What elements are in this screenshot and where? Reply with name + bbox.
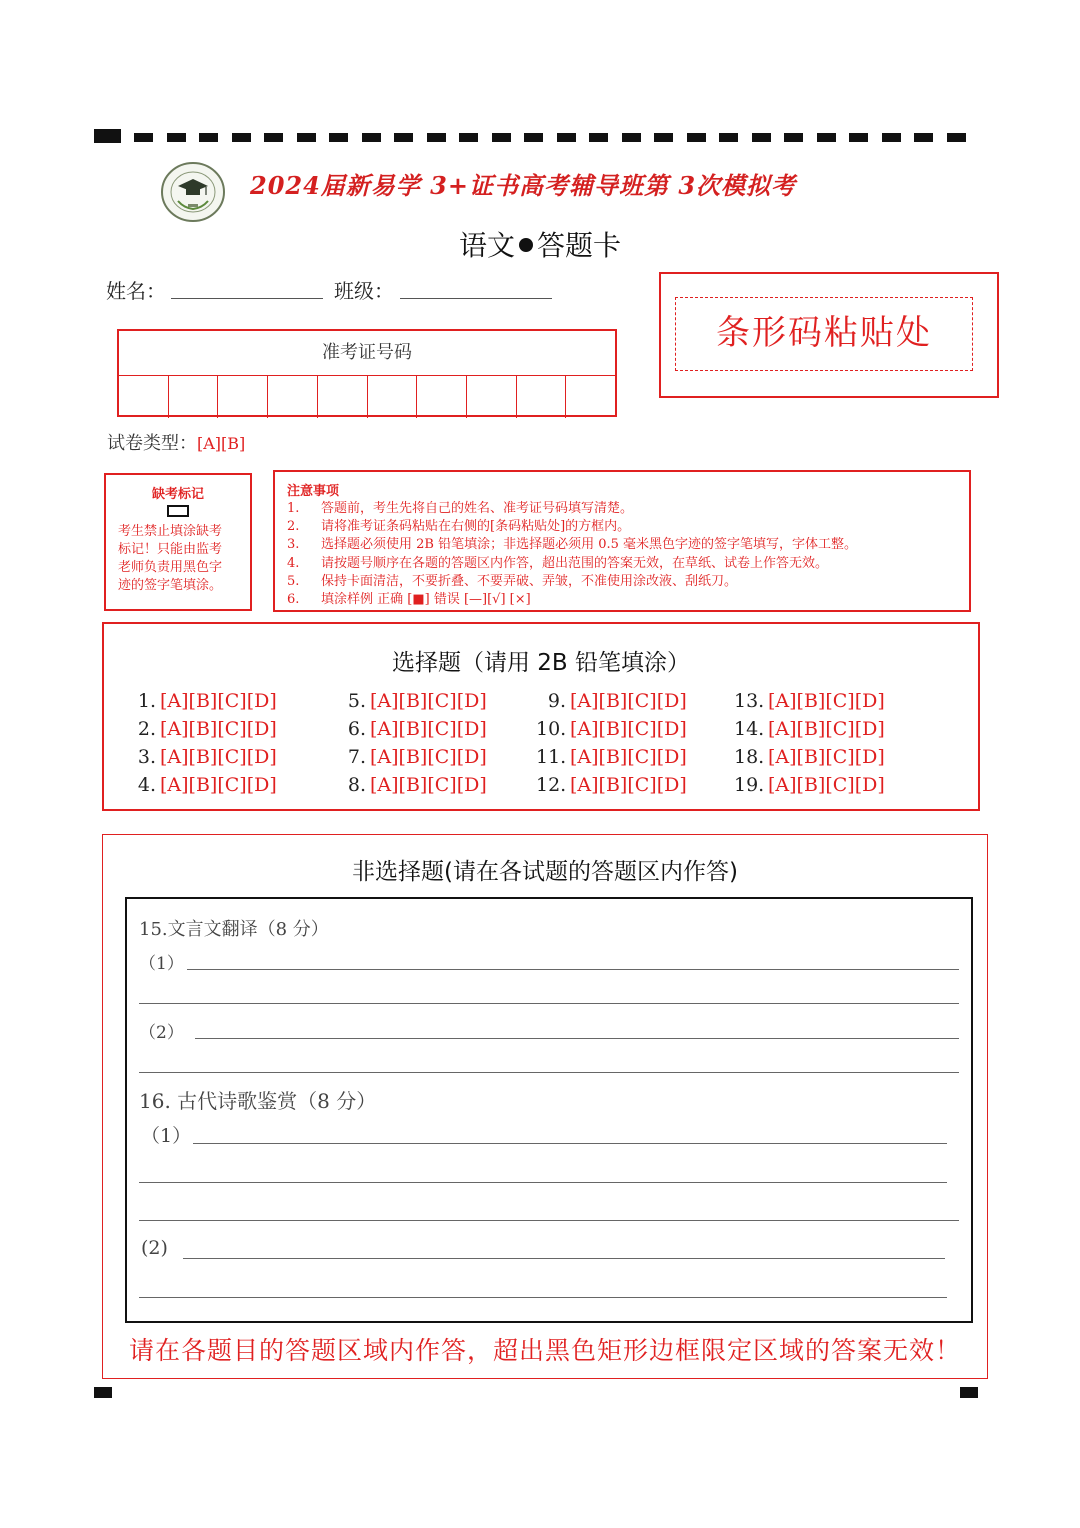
- notice-item-text: 请将准考证条码粘贴在右侧的[条码粘贴处]的方框内。: [321, 519, 631, 535]
- notice-item: [287, 591, 957, 609]
- notice-item-number: 4.: [287, 555, 300, 571]
- notice-item: [287, 536, 957, 554]
- choice-question-number: 19.: [734, 774, 765, 796]
- choice-question-number: 7.: [347, 746, 366, 768]
- timing-mark: [947, 133, 966, 142]
- choice-options[interactable]: [A][B][C][D]: [370, 746, 487, 768]
- absent-instruction-line: 迹的签字笔填涂。: [118, 578, 223, 593]
- answer-area[interactable]: [125, 897, 973, 1323]
- notice-item-number: 3.: [287, 537, 300, 553]
- exam-number-cell[interactable]: [368, 376, 418, 418]
- choice-question-number: 1.: [137, 690, 156, 712]
- timing-mark: [329, 133, 348, 142]
- exam-number-cell[interactable]: [268, 376, 318, 418]
- nonchoice-title: 非选择题(请在各试题的答题区内作答): [352, 859, 738, 885]
- timing-mark: [459, 133, 478, 142]
- choice-options[interactable]: [A][B][C][D]: [768, 746, 885, 768]
- choice-question-number: 8.: [347, 774, 366, 796]
- paper-type-label: 试卷类型：: [107, 433, 197, 454]
- choice-options[interactable]: [A][B][C][D]: [768, 774, 885, 796]
- timing-mark: [492, 133, 511, 142]
- choice-question-number: 6.: [347, 718, 366, 740]
- card-label: 答题卡: [537, 229, 622, 262]
- q16-line-5[interactable]: [139, 1297, 947, 1298]
- choice-options[interactable]: [A][B][C][D]: [160, 774, 277, 796]
- choice-question-number: 11.: [536, 746, 567, 768]
- choice-question-number: 5.: [347, 690, 366, 712]
- choice-question: [536, 774, 687, 796]
- exam-number-cell[interactable]: [169, 376, 219, 418]
- card-subtitle: [0, 224, 1080, 264]
- timing-mark: [232, 133, 251, 142]
- choice-options[interactable]: [A][B][C][D]: [570, 690, 687, 712]
- timing-mark: [914, 133, 933, 142]
- notice-item-text: 保持卡面清洁，不要折叠、不要弄破、弄皱，不准使用涂改液、刮纸刀。: [321, 573, 738, 589]
- choice-question: [734, 746, 885, 768]
- name-field[interactable]: [171, 276, 323, 299]
- timing-mark: [849, 133, 868, 142]
- notice-item-text: 填涂样例 正确 [■] 错误 [—][√] [×]: [321, 592, 531, 608]
- exam-number-cell[interactable]: [218, 376, 268, 418]
- notice-item: [287, 518, 957, 536]
- timing-mark: [394, 133, 413, 142]
- choice-question-number: 9.: [547, 690, 566, 712]
- timing-mark: [427, 133, 446, 142]
- choice-question: [136, 690, 277, 712]
- bullet-dot: [519, 238, 533, 252]
- choice-options[interactable]: [A][B][C][D]: [370, 718, 487, 740]
- choice-question: [136, 718, 277, 740]
- exam-number-cell[interactable]: [517, 376, 567, 418]
- q16-sub1-label: （1）: [141, 1125, 192, 1147]
- exam-number-box: [117, 329, 617, 417]
- choice-question: [346, 746, 487, 768]
- exam-number-cell[interactable]: [566, 376, 615, 418]
- timing-mark: [622, 133, 641, 142]
- timing-mark: [134, 133, 153, 142]
- choice-options[interactable]: [A][B][C][D]: [370, 690, 487, 712]
- q15-sub1-line[interactable]: [187, 969, 959, 970]
- timing-mark: [264, 133, 283, 142]
- subject-label: 语文: [458, 229, 515, 262]
- notice-item-number: 6.: [287, 592, 300, 608]
- q16-title: 16. 古代诗歌鉴赏（8 分）: [139, 1089, 377, 1113]
- timing-mark: [784, 133, 803, 142]
- q15-sub2-label: （2）: [139, 1023, 184, 1043]
- absent-instructions: [118, 523, 238, 595]
- notice-list: [287, 500, 957, 609]
- boundary-warning: 请在各题目的答题区域内作答，超出黑色矩形边框限定区域的答案无效！: [128, 1336, 961, 1365]
- exam-title: 2024届新易学 3+证书高考辅导班第 3次模拟考: [250, 171, 797, 200]
- paper-type-options[interactable]: [A][B]: [197, 434, 246, 453]
- q15-line-4[interactable]: [139, 1072, 959, 1073]
- notice-item-number: 2.: [287, 519, 300, 535]
- choice-options[interactable]: [A][B][C][D]: [768, 690, 885, 712]
- notice-item-number: 5.: [287, 573, 300, 589]
- timing-mark: [362, 133, 381, 142]
- choice-question-number: 3.: [137, 746, 156, 768]
- choice-options[interactable]: [A][B][C][D]: [570, 718, 687, 740]
- q15-sub1-label: （1）: [139, 954, 184, 974]
- school-logo: [160, 161, 226, 223]
- exam-number-cells: [119, 376, 615, 418]
- exam-number-cell[interactable]: [467, 376, 517, 418]
- notice-item-text: 答题前，考生先将自己的姓名、准考证号码填写清楚。: [321, 501, 634, 516]
- choice-question-number: 10.: [536, 718, 567, 740]
- class-label: 班级：: [334, 279, 394, 303]
- choice-question: [536, 690, 687, 712]
- notice-item: [287, 555, 957, 573]
- absent-mark-box: [104, 473, 252, 611]
- q16-sub2-label: (2): [141, 1237, 168, 1259]
- absent-title: 缺考标记: [151, 487, 204, 502]
- choice-question: [136, 746, 277, 768]
- q16-line-2[interactable]: [139, 1182, 947, 1183]
- choice-question: [734, 690, 885, 712]
- notice-box: [273, 470, 971, 612]
- choice-question: [734, 718, 885, 740]
- name-label: 姓名：: [106, 279, 166, 303]
- choice-options[interactable]: [A][B][C][D]: [160, 718, 277, 740]
- choice-question-number: 18.: [734, 746, 765, 768]
- timing-mark: [589, 133, 608, 142]
- choice-title: 选择题（请用 2B 铅笔填涂）: [391, 650, 691, 676]
- choice-question: [536, 718, 687, 740]
- barcode-label: 条形码粘贴处: [675, 297, 973, 371]
- class-field[interactable]: [400, 276, 552, 299]
- q16-sub2-line[interactable]: [183, 1258, 945, 1259]
- q15-title: 15.文言文翻译（8 分）: [139, 919, 329, 940]
- timing-mark: [687, 133, 706, 142]
- absent-instruction-line: 老师负责用黑色字: [118, 560, 223, 575]
- timing-mark: [557, 133, 576, 142]
- choice-question-number: 12.: [536, 774, 567, 796]
- choice-section: [102, 622, 980, 811]
- notice-item: [287, 500, 957, 518]
- choice-question: [536, 746, 687, 768]
- choice-question: [136, 774, 277, 796]
- nonchoice-section: [102, 834, 988, 1379]
- choice-options[interactable]: [A][B][C][D]: [768, 718, 885, 740]
- choice-question-number: 2.: [137, 718, 156, 740]
- absent-fill-box[interactable]: [167, 505, 189, 517]
- choice-question: [346, 718, 487, 740]
- exam-number-cell[interactable]: [318, 376, 368, 418]
- exam-number-label: 准考证号码: [119, 331, 615, 376]
- choice-question-number: 4.: [137, 774, 156, 796]
- notice-item-text: 请按题号顺序在各题的答题区内作答，超出范围的答案无效，在草纸、试卷上作答无效。: [321, 555, 829, 571]
- notice-title: 注意事项: [287, 484, 340, 499]
- notice-item-number: 1.: [287, 501, 300, 516]
- choice-question-number: 13.: [734, 690, 765, 712]
- timing-mark-bottom-left: [94, 1387, 112, 1398]
- timing-mark: [167, 133, 186, 142]
- timing-mark: [654, 133, 673, 142]
- choice-question-number: 14.: [734, 718, 765, 740]
- choice-options[interactable]: [A][B][C][D]: [160, 690, 277, 712]
- q16-sub1-line[interactable]: [193, 1143, 947, 1144]
- q15-line-2[interactable]: [139, 1003, 959, 1004]
- q15-sub2-line[interactable]: [195, 1038, 959, 1039]
- timing-mark: [752, 133, 771, 142]
- choice-question: [734, 774, 885, 796]
- timing-mark: [882, 133, 901, 142]
- absent-instruction-line: 考生禁止填涂缺考: [118, 524, 223, 539]
- notice-item: [287, 573, 957, 591]
- timing-mark-bottom-right: [960, 1387, 978, 1398]
- choice-options[interactable]: [A][B][C][D]: [160, 746, 277, 768]
- paper-type: [107, 429, 245, 455]
- notice-item-text: 选择题必须使用 2B 铅笔填涂；非选择题必须用 0.5 毫米黑色字迹的签字笔填写，字体工整。: [321, 537, 858, 553]
- timing-mark: [524, 133, 543, 142]
- timing-mark: [199, 133, 218, 142]
- choice-options[interactable]: [A][B][C][D]: [570, 746, 687, 768]
- absent-instruction-line: 标记！只能由监考: [118, 542, 223, 557]
- exam-number-cell[interactable]: [119, 376, 169, 418]
- choice-options[interactable]: [A][B][C][D]: [370, 774, 487, 796]
- q16-line-3[interactable]: [139, 1220, 959, 1221]
- timing-mark: [719, 133, 738, 142]
- timing-mark: [94, 129, 121, 143]
- choice-question: [346, 774, 487, 796]
- choice-question: [346, 690, 487, 712]
- timing-mark: [297, 133, 316, 142]
- choice-options[interactable]: [A][B][C][D]: [570, 774, 687, 796]
- timing-mark: [817, 133, 836, 142]
- exam-number-cell[interactable]: [417, 376, 467, 418]
